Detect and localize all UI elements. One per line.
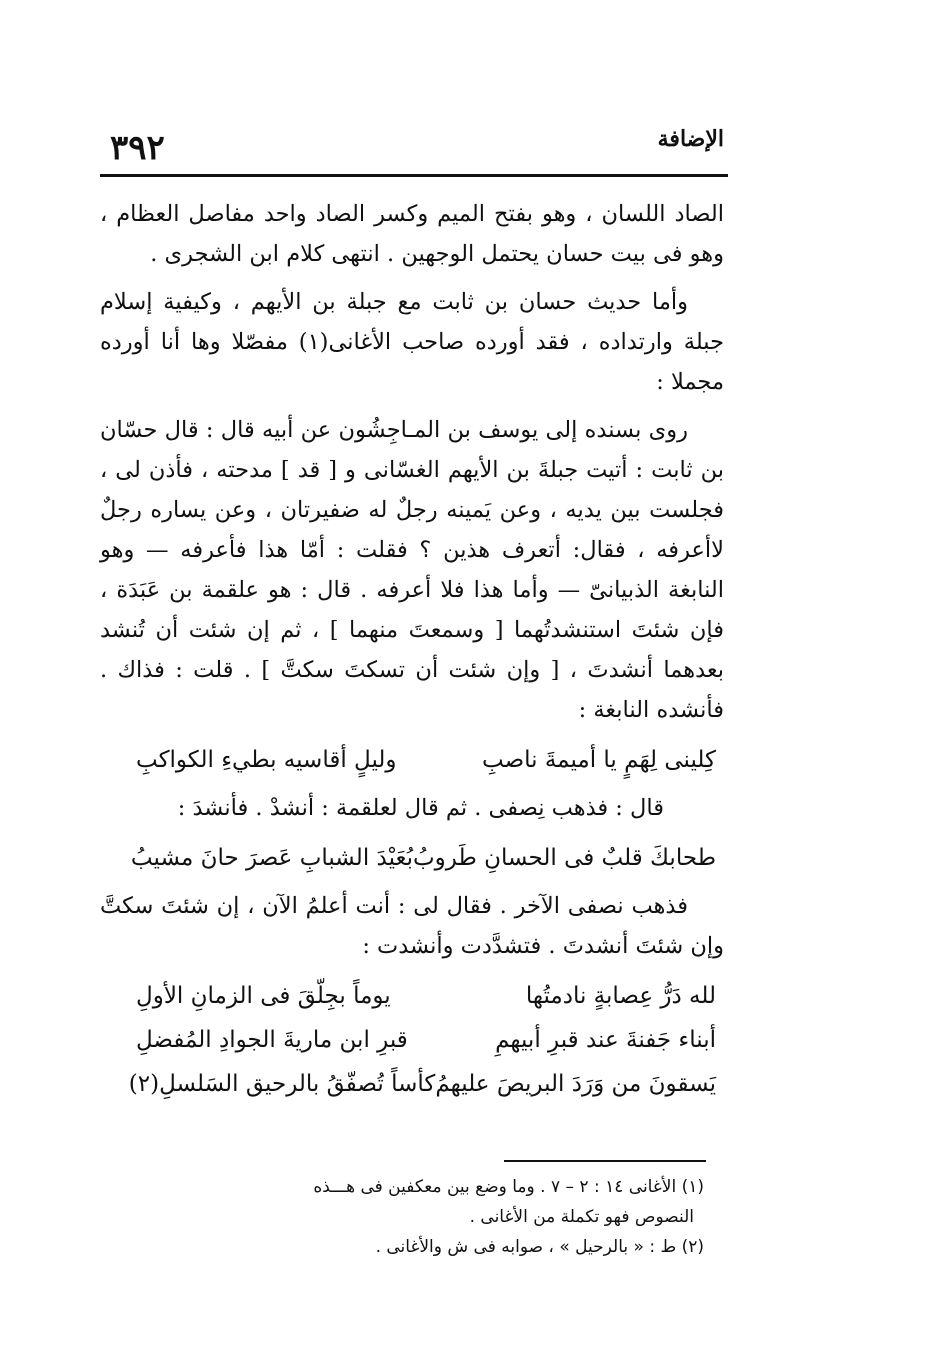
verse-hemistich-right: يَسقونَ من وَرَدَ البريصَ عليهمُ [435,1071,716,1097]
verse-hemistich-left: بُعَيْدَ الشبابِ عَصرَ حانَ مشيبُ [130,845,414,871]
verse-hemistich-right: لله دَرُّ عِصابةٍ نادمتُها [525,983,716,1009]
footnote-1-continued: النصوص فهو تكملة من الأغانى . [469,1207,694,1227]
verse-group [100,974,724,1106]
footnotes [100,1172,704,1262]
page-number: ٣٩٢ [110,128,165,168]
page-header [100,118,728,177]
paragraph: قال : فذهب نِصفى . ثم قال لعلقمة : أنشدْ . فأنشدَ : [177,795,664,821]
verse-group [100,836,724,880]
footnote-2: (٢) ط : « بالرحيل » ، صوابه فى ش والأغانى . [375,1237,704,1257]
verse-hemistich-left: كأساً تُصفّقُ بالرحيق السَلسلِ(٢) [128,1071,436,1097]
footnote-divider [504,1160,706,1162]
verse-line [136,1018,716,1062]
verse-line [136,738,716,782]
paragraph: وأما حديث حسان بن ثابت مع جبلة بن الأيهم ، وكيفية إسلام جبلة وارتداده ، فقد أورده صاحب الأغانى(١) مفصّلا وها أنا أورده مجملا : [100,289,724,395]
verse-hemistich-right: طحابكَ قلبٌ فى الحسانِ طَروبُ [413,845,716,871]
verse-line [130,836,716,880]
verse-hemistich-right: كِلينى لِهَمٍ يا أميمةَ ناصبِ [482,747,716,773]
paragraph: الصاد اللسان ، وهو بفتح الميم وكسر الصاد واحد مفاصل العظام ، وهو فى بيت حسان يحتمل الوجهين . انتهى كلام ابن الشجرى . [100,201,724,267]
verse-hemistich-right: أبناء جَفنةَ عند قبرِ أبيهمِ [495,1027,716,1053]
footnote-1: (١) الأغانى ١٤ : ٢ – ٧ . وما وضع بين معكفين فى هـــذه [313,1177,704,1197]
paragraph: فذهب نصفى الآخر . فقال لى : أنت أعلمُ الآن ، إن شئتَ سكتَّ وإن شئتَ أنشدتَ . فتشدَّدت وأنشدت : [100,893,724,959]
verse-hemistich-left: يوماً بجِلّقَ فى الزمانِ الأولِ [136,983,391,1009]
paragraph: روى بسنده إلى يوسف بن المـاجِشُون عن أبيه قال : قال حسّان بن ثابت : أتيت جبلةَ بن الأيهم الغسّانى و [ قد ] مدحته ، فأذن لى ، فجلست بين يديه ، وعن يَمينه رجلٌ له ضفيرتان ، وعن يساره رجلٌ لاأعرفه ، فقال: أتعرف هذين ؟ فقلت : أمّا هذا فأعرفه — وهو النابغة الذبيانىّ — وأما هذا فلا أعرفه . قال : هو علقمة بن عَبَدَة ، فإن شئتَ استنشدتُهما [ وسمعتَ منهما ] ، ثم إن شئت أن تُنشد بعدهما أنشدتَ ، [ وإن شئت أن تسكتَ سكتَّ ] . قلت : فذاك . فأنشده النابغة : [100,417,724,723]
verse-group [100,738,724,782]
verse-line [128,1062,716,1106]
main-text [100,194,724,1112]
verse-hemistich-left: وليلٍ أقاسيه بطيءِ الكواكبِ [136,747,397,773]
running-title: الإضافة [657,126,724,152]
verse-line [136,974,716,1018]
verse-hemistich-left: قبرِ ابن ماريةَ الجوادِ المُفضلِ [136,1027,408,1053]
